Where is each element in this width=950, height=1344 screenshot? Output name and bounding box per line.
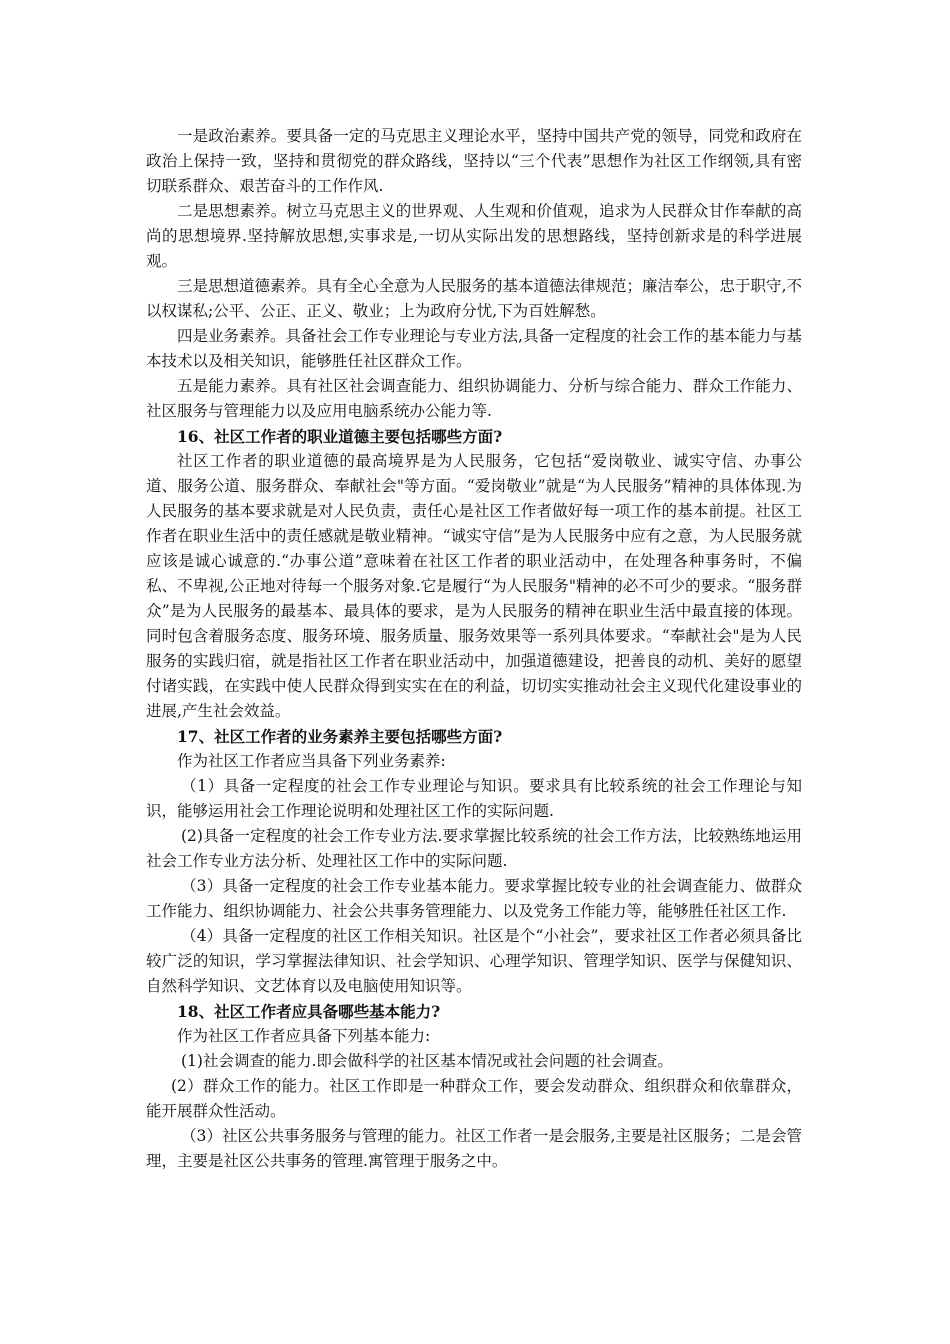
question-18-heading: 18、社区工作者应具备哪些基本能力?: [177, 1002, 441, 1021]
question-18-item: (2）群众工作的能力。社区工作即是一种群众工作，要会发动群众、组织群众和依靠群众，能开展群众性活动。: [146, 1077, 802, 1120]
paragraph-political-literacy: 一是政治素养。要具备一定的马克思主义理论水平，坚持中国共产党的领导，同党和政府在政治上保持一致，坚持和贯彻党的群众路线，坚持以“三个代表”思想作为社区工作纲领,具有密切联系群众、艰苦奋斗的工作作风.: [146, 127, 802, 195]
question-17-intro: 作为社区工作者应当具备下列业务素养:: [177, 752, 446, 770]
question-17-heading: 17、社区工作者的业务素养主要包括哪些方面?: [177, 727, 503, 746]
paragraph-ideological-literacy: 二是思想素养。树立马克思主义的世界观、人生观和价值观，追求为人民群众甘作奉献的高尚的思想境界.坚持解放思想,实事求是,一切从实际出发的思想路线，坚持创新求是的科学进展观。: [146, 202, 802, 270]
paragraph-ability-literacy: 五是能力素养。具有社区社会调查能力、组织协调能力、分析与综合能力、群众工作能力、社区服务与管理能力以及应用电脑系统办公能力等.: [146, 377, 802, 420]
question-17-item: （4）具备一定程度的社区工作相关知识。社区是个“小社会”，要求社区工作者必须具备比较广泛的知识，学习掌握法律知识、社会学知识、心理学知识、管理学知识、医学与保健知识、自然科学知识、文艺体育以及电脑使用知识等。: [146, 927, 802, 995]
question-17-item: （3）具备一定程度的社会工作专业基本能力。要求掌握比较专业的社会调查能力、做群众工作能力、组织协调能力、社会公共事务管理能力、以及党务工作能力等，能够胜任社区工作.: [146, 877, 802, 920]
question-18-item: (1)社会调查的能力.即会做科学的社区基本情况或社会问题的社会调查。: [181, 1052, 673, 1070]
question-16-heading: 16、社区工作者的职业道德主要包括哪些方面?: [177, 427, 503, 446]
question-18-item: （3）社区公共事务服务与管理的能力。社区工作者一是会服务,主要是社区服务；二是会管理，主要是社区公共事务的管理.寓管理于服务之中。: [146, 1127, 802, 1170]
paragraph-business-literacy: 四是业务素养。具备社会工作专业理论与专业方法,具备一定程度的社会工作的基本能力与基本技术以及相关知识，能够胜任社区群众工作。: [146, 327, 802, 370]
question-17-item: (2)具备一定程度的社会工作专业方法.要求掌握比较系统的社会工作方法，比较熟练地运用社会工作专业方法分析、处理社区工作中的实际问题.: [146, 827, 802, 870]
question-17-item: （1）具备一定程度的社会工作专业理论与知识。要求具有比较系统的社会工作理论与知识，能够运用社会工作理论说明和处理社区工作的实际问题.: [146, 777, 802, 820]
document-page: [146, 124, 802, 1174]
question-16-answer: 社区工作者的职业道德的最高境界是为人民服务，它包括“爱岗敬业、诚实守信、办事公道、服务公道、服务群众、奉献社会"等方面。“爱岗敬业”就是“为人民服务”精神的具体体现.为人民服务的基本要求就是对人民负责，责任心是社区工作者做好每一项工作的基本前提。社区工作者在职业生活中的责任感就是敬业精神。“诚实守信”是为人民服务中应有之意，为人民服务就应该是诚心诚意的.“办事公道”意味着在社区工作者的职业活动中，在处理各种事务时，不偏私、不卑视,公正地对待每一个服务对象.它是履行“为人民服务"精神的必不可少的要求。“服务群众”是为人民服务的最基本、最具体的要求，是为人民服务的精神在职业生活中最直接的体现。同时包含着服务态度、服务环境、服务质量、服务效果等一系列具体要求。“奉献社会"是为人民服务的实践归宿，就是指社区工作者在职业活动中，加强道德建设，把善良的动机、美好的愿望付诸实践，在实践中使人民群众得到实实在在的利益，切切实实推动社会主义现代化建设事业的进展,产生社会效益。: [146, 452, 802, 720]
paragraph-moral-literacy: 三是思想道德素养。具有全心全意为人民服务的基本道德法律规范；廉洁奉公，忠于职守,不以权谋私;公平、公正、正义、敬业；上为政府分忧,下为百姓解愁。: [146, 277, 802, 320]
question-18-intro: 作为社区工作者应具备下列基本能力:: [177, 1027, 431, 1045]
